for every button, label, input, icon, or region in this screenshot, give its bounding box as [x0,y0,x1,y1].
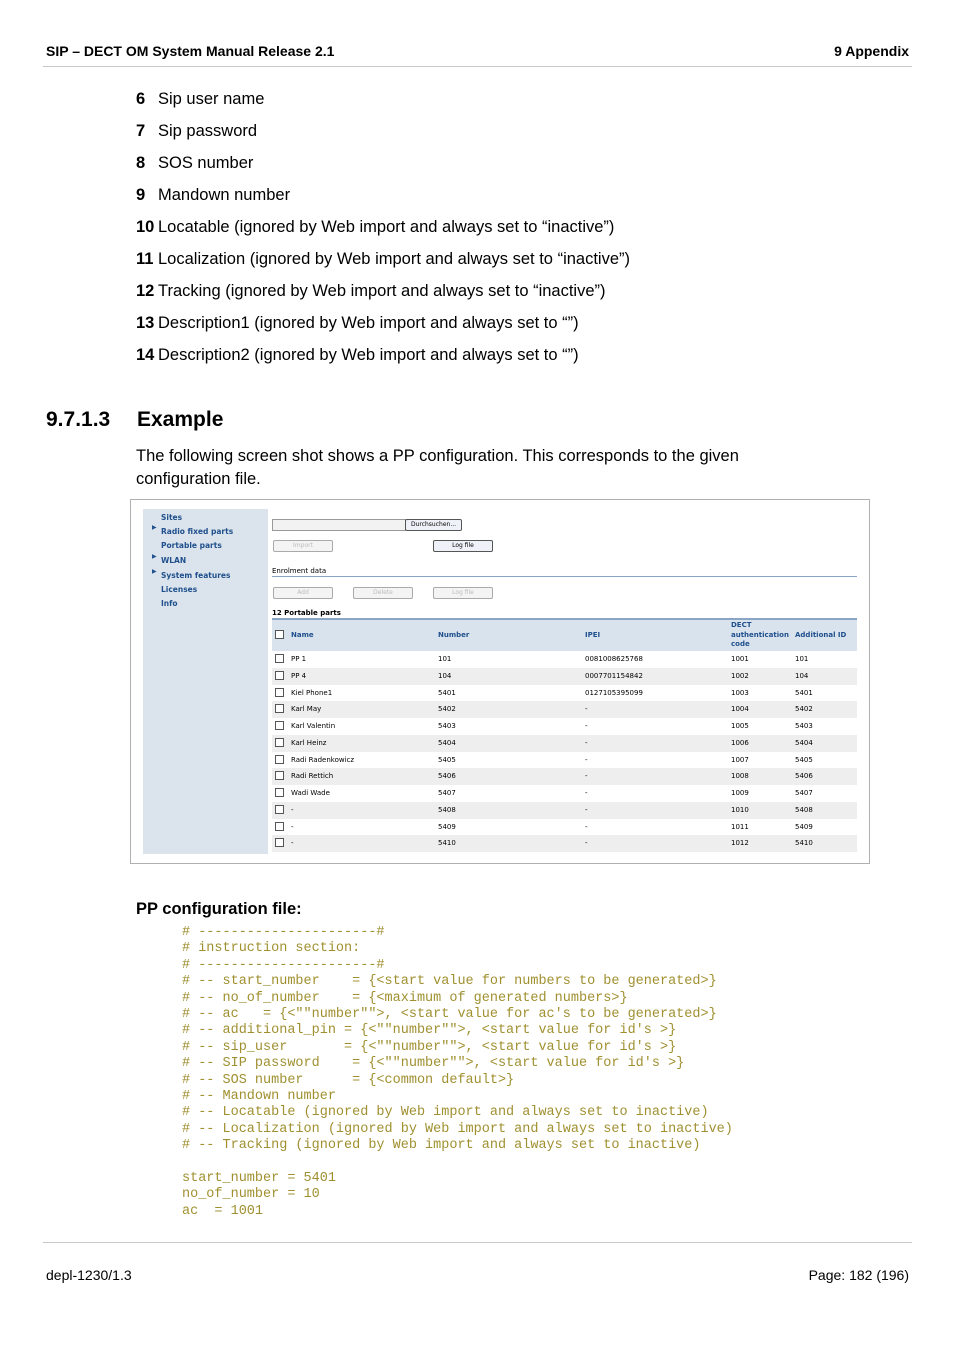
cell-name: Karl Valentin [291,722,336,730]
nav-item-wlan[interactable]: WLAN [161,556,187,565]
cell-auth-code: 1003 [731,688,749,697]
delete-button[interactable]: Delete [353,587,413,599]
code-line: # -- Mandown number [182,1089,336,1105]
table-row[interactable] [272,785,857,802]
code-line: # -- Locatable (ignored by Web import and always set to inactive) [182,1105,709,1121]
table-body [272,651,857,852]
code-line: # ----------------------# [182,925,385,940]
cell-ipei: 0127105395099 [585,688,643,697]
list-item: 12 Tracking (ignored by Web import and always set to “inactive”) [136,282,606,300]
cell-number: 5403 [438,722,456,730]
row-checkbox[interactable] [275,838,284,847]
cell-additional-id: 5405 [795,755,813,764]
table-row[interactable] [272,819,857,836]
row-checkbox[interactable] [275,755,284,764]
cell-ipei: - [585,789,588,797]
cell-name: PP 1 [291,655,307,663]
row-checkbox[interactable] [275,704,284,713]
field-list [136,88,630,376]
code-line: # -- Tracking (ignored by Web import and always set to inactive) [182,1138,701,1154]
select-all-checkbox[interactable] [275,630,284,639]
list-item: 10 Locatable (ignored by Web import and always set to “inactive”) [136,218,615,236]
cell-name: - [291,822,294,831]
page-footer [46,1267,909,1283]
table-row[interactable] [272,752,857,769]
cell-number: 5407 [438,789,456,797]
browse-button[interactable]: Durchsuchen... [405,519,462,531]
list-item: 14 Description2 (ignored by Web import and always set to “”) [136,346,579,364]
cell-auth-code: 1004 [731,705,749,714]
cell-number: 5401 [438,688,456,697]
page-header [46,43,909,59]
footer-page-number: Page: 182 (196) [808,1267,909,1283]
footer-rule [43,1242,912,1243]
cell-auth-code: 1010 [731,805,749,814]
cell-number: 104 [438,671,452,680]
log-file-button[interactable]: Log file [433,540,493,552]
triangle-right-icon: ▶ [152,568,157,575]
list-item: 8 SOS number [136,154,254,172]
add-button[interactable]: Add [273,587,333,599]
cell-additional-id: 5410 [795,839,813,848]
cell-name: Kiel Phone1 [291,688,333,697]
section-heading [46,408,224,432]
cell-additional-id: 101 [795,655,809,663]
cell-ipei: - [585,839,588,848]
code-line: # instruction section: [182,941,361,957]
cell-name: Wadi Wade [291,789,330,797]
cell-additional-id: 104 [795,671,809,680]
code-line: # -- Localization (ignored by Web import and always set to inactive) [182,1121,733,1137]
nav-item-licenses[interactable]: Licenses [161,585,198,594]
cell-number: 5404 [438,738,456,747]
code-line: # -- SIP password = {<""number"">, <start value for id's >} [182,1056,685,1072]
list-item: 9 Mandown number [136,186,291,204]
cell-name: Radi Radenkowicz [291,755,355,764]
cell-auth-code: 1005 [731,722,749,730]
col-additional-id[interactable]: Additional ID [795,631,847,639]
cell-auth-code: 1002 [731,671,749,680]
cell-auth-code: 1012 [731,839,749,848]
row-checkbox[interactable] [275,654,284,663]
table-row[interactable] [272,701,857,718]
code-line: # -- SOS number = {<common default>} [182,1072,515,1088]
cell-additional-id: 5406 [795,772,813,781]
cell-name: - [291,839,294,848]
portable-parts-count: 12 Portable parts [272,609,341,617]
cell-additional-id: 5408 [795,805,813,814]
table-row[interactable] [272,651,857,668]
table-row[interactable] [272,668,857,685]
cell-ipei: - [585,755,588,764]
cell-auth-code: 1006 [731,738,749,747]
cell-ipei: - [585,822,588,831]
list-item: 13 Description1 (ignored by Web import and always set to “”) [136,314,579,332]
code-line: # -- start_number = {<start value for numbers to be generated>} [182,974,717,990]
col-number[interactable]: Number [438,631,470,639]
cell-ipei: - [585,805,588,814]
cell-additional-id: 5407 [795,789,813,797]
row-checkbox[interactable] [275,721,284,730]
screenshot-figure [130,499,870,864]
nav-item-system-features[interactable]: System features [161,571,231,580]
triangle-right-icon: ▶ [152,553,157,560]
code-line [182,1155,733,1171]
code-line: ac = 1001 [182,1203,264,1219]
header-chapter: 9 Appendix [834,43,909,59]
footer-doc-id: depl-1230/1.3 [46,1267,132,1283]
cell-ipei: - [585,705,588,714]
row-checkbox[interactable] [275,738,284,747]
cell-additional-id: 5402 [795,705,813,714]
cell-ipei: - [585,738,588,747]
import-button[interactable]: Import [273,540,333,552]
cell-number: 5402 [438,705,456,714]
code-line: # -- additional_pin = {<""number"">, <start value for id's >} [182,1023,677,1039]
cell-additional-id: 5409 [795,822,813,831]
cell-name: Radi Rettich [291,772,334,781]
cell-number: 5405 [438,755,456,764]
code-line: # ----------------------# [182,957,385,973]
header-rule [43,66,912,67]
cell-auth-code: 1007 [731,755,749,764]
col-dect-auth-code[interactable]: DECT authentication code [731,621,789,648]
cell-name: - [291,805,294,814]
code-line: start_number = 5401 [182,1171,336,1187]
table-row[interactable] [272,835,857,852]
cell-name: PP 4 [291,671,307,680]
cell-number: 5406 [438,772,456,781]
table-row[interactable] [272,718,857,735]
nav-item-radio-fixed-parts[interactable]: Radio fixed parts [161,527,234,536]
row-checkbox[interactable] [275,788,284,797]
intro-paragraph: The following screen shot shows a PP configuration. This corresponds to the given configuration file. [136,447,739,488]
divider [272,576,857,577]
nav-item-portable-parts[interactable]: Portable parts [161,541,222,550]
table-header [272,618,857,651]
enrolment-label: Enrolment data [272,567,327,575]
cell-number: 5409 [438,822,456,831]
cell-ipei: - [585,772,588,781]
table-row[interactable] [272,768,857,785]
cell-ipei: 0007701154842 [585,671,643,680]
section-title: Example [137,408,224,431]
row-checkbox[interactable] [275,671,284,680]
cell-auth-code: 1009 [731,789,749,797]
cell-auth-code: 1001 [731,655,749,663]
code-line: # -- ac = {<""number"">, <start value for ac's to be generated>} [182,1007,717,1023]
cell-number: 5408 [438,805,456,814]
log-file-button-2[interactable]: Log file [433,587,493,599]
pp-config-label: PP configuration file: [136,900,302,918]
cell-ipei: 0081008625768 [585,655,643,663]
list-item: 7 Sip password [136,122,258,140]
cell-name: Karl May [291,705,322,714]
triangle-right-icon: ▶ [152,524,157,531]
cell-number: 101 [438,655,452,663]
header-title: SIP – DECT OM System Manual Release 2.1 [46,43,335,59]
row-checkbox[interactable] [275,688,284,697]
code-line: # -- sip_user = {<""number"">, <start value for id's >} [182,1039,677,1055]
portable-parts-table [272,618,857,852]
cell-auth-code: 1011 [731,822,749,831]
list-item: 6 Sip user name [136,90,265,108]
cell-auth-code: 1008 [731,772,749,781]
cell-ipei: - [585,722,588,730]
cell-number: 5410 [438,839,456,848]
table-row[interactable] [272,685,857,702]
file-path-input[interactable] [272,519,406,531]
code-line: no_of_number = 10 [182,1187,320,1203]
table-row[interactable] [272,735,857,752]
list-item: 11 Localization (ignored by Web import and always set to “inactive”) [136,250,630,268]
cell-additional-id: 5404 [795,738,813,747]
row-checkbox[interactable] [275,822,284,831]
table-row[interactable] [272,802,857,819]
config-code-block [182,925,733,1220]
row-checkbox[interactable] [275,805,284,814]
cell-additional-id: 5403 [795,722,813,730]
col-ipei[interactable]: IPEI [585,631,601,639]
code-line: # -- no_of_number = {<maximum of generated numbers>} [182,990,628,1006]
section-number: 9.7.1.3 [46,408,111,431]
row-checkbox[interactable] [275,771,284,780]
cell-name: Karl Heinz [291,738,327,747]
nav-item-info[interactable]: Info [161,599,178,608]
nav-item-sites[interactable]: Sites [161,513,183,522]
col-name[interactable]: Name [291,631,314,639]
sidebar-nav [143,509,268,854]
cell-additional-id: 5401 [795,688,813,697]
